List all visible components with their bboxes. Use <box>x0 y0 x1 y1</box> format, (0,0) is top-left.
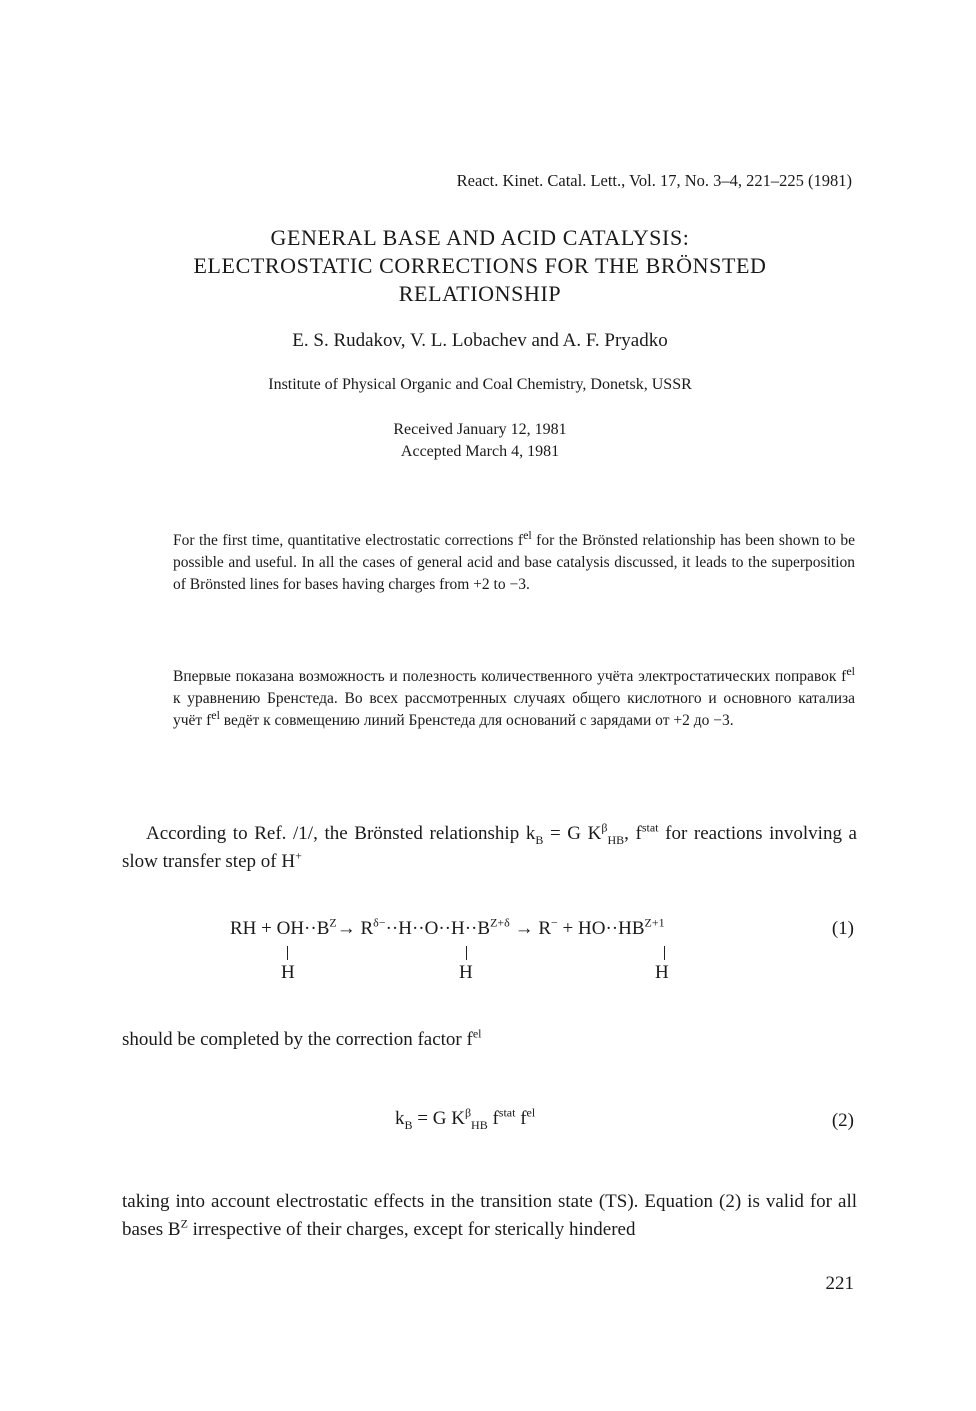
bond-line <box>466 946 467 960</box>
institution: Institute of Physical Organic and Coal Chemistry, Donetsk, USSR <box>268 376 692 393</box>
hydrogen-atom: H <box>281 962 295 983</box>
accepted-date: Accepted March 4, 1981 <box>400 443 560 460</box>
hydrogen-atom: H <box>459 962 473 983</box>
body-paragraph-1: According to Ref. /1/, the Brönsted relationship $k_B = G$ $K^\beta_{HB}$, $f^{stat}$ for reactions involving a slow transfer step of H+ <box>122 820 857 872</box>
dates <box>0 419 960 463</box>
authors: E. S. Rudakov, V. L. Lobachev and A. F. Pryadko <box>292 330 668 351</box>
paper-title <box>150 224 810 308</box>
equation-1: RH + $OH\cdot\cdot B^Z\to R^{\delta-}\cdot\cdot H\cdot\cdot O\cdot\cdot H\cdot\cdot B^{Z+\delta} \to R^- + HO\cdot\cdot HB^{Z+1}$ <box>230 915 665 939</box>
journal-citation: React. Kinet. Catal. Lett., Vol. 17, No. 3–4, 221–225 (1981) <box>456 171 852 190</box>
body-paragraph-3: taking into account electrostatic effects in the transition state (TS). Equation (2) is valid for all bases $B^Z$ irrespective of their charges, except for sterically hindered <box>122 1191 857 1240</box>
title-line-3: RELATIONSHIP <box>398 281 562 306</box>
equation-number-2: (2) <box>831 1110 854 1131</box>
equation-number-1: (1) <box>831 918 854 939</box>
abstract-english: For the first time, quantitative electrostatic corrections $f^{el}$ for the Brönsted relationship has been shown to be possible and useful. In all the cases of general acid and base catalysis discussed, it leads to the superposition of Brönsted lines for bases having charges from +2 to −3. <box>173 527 855 593</box>
abstract-russian: Впервые показана возможность и полезность количественного учёта электростатических поправок $f^{el}$ к уравнению Бренстеда. Во всех рассмотренных случаях общего кислотного и основного катализа учёт $f^{el}$ ведёт к совмещению линий Бренстеда для оснований с зарядами от +2 до −3. <box>173 663 855 729</box>
page-number: 221 <box>825 1273 854 1294</box>
bond-line <box>664 946 665 960</box>
received-date: Received January 12, 1981 <box>393 421 567 438</box>
title-line-1: GENERAL BASE AND ACID CATALYSIS: <box>270 225 690 250</box>
title-line-2: ELECTROSTATIC CORRECTIONS FOR THE BRÖNSTED <box>193 253 767 278</box>
bond-line <box>287 946 288 960</box>
equation-2: $k_B = G$ $K^\beta_{HB}$ $f^{stat}$ $f^{el}$ <box>395 1105 536 1132</box>
body-paragraph-2: should be completed by the correction factor $f^{el}$ <box>122 1026 482 1050</box>
hydrogen-atom: H <box>655 962 669 983</box>
